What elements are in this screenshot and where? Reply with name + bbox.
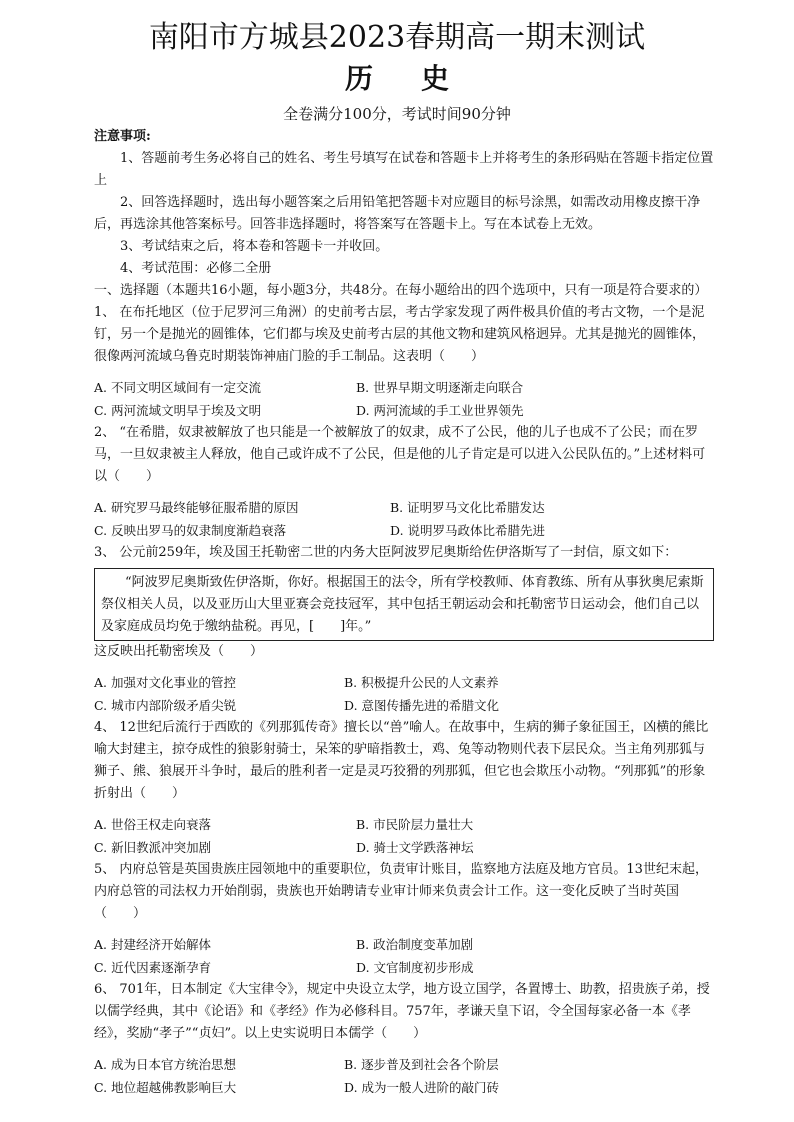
notes-heading: 注意事项: — [94, 129, 151, 144]
section-intro: 一、选择题（本题共16小题，每小题3分，共48分。在每小题给出的四个选项中，只有一项是符合要求的） — [94, 283, 708, 298]
option-d: D. 意图传播先进的希腊文化 — [344, 698, 500, 713]
option-a: A. 世俗王权走向衰落 — [94, 817, 211, 832]
question-options — [94, 1053, 714, 1099]
note-item: 3、考试结束之后，将本卷和答题卡一并收回。 — [120, 239, 389, 254]
question-stem: 2、 “在希腊，奴隶被解放了也只能是一个被解放了的奴隶，成不了公民，他的儿子也成不了公民；而在罗马，一旦奴隶被主人释放，他自己或许成不了公民，但是他的儿子肯定是可以进入公民队伍的。”上述材料可以（ ） — [94, 425, 706, 484]
option-d: D. 骑士文学跌落神坛 — [356, 840, 474, 855]
question-options — [94, 671, 714, 717]
option-a: A. 不同文明区域间有一定交流 — [94, 380, 261, 395]
option-a: A. 封建经济开始解体 — [94, 937, 211, 952]
option-c: C. 地位超越佛教影响巨大 — [94, 1080, 237, 1095]
quoted-letter-box: “阿波罗尼奥斯致佐伊洛斯，你好。根据国王的法令，所有学校教师、体育教练、所有从事狄奥尼索斯祭仪相关人员，以及亚历山大里亚赛会竞技冠军，其中包括王朝运动会和托勒密节日运动会，他们自己以及家庭成员均免于缴纳盐税。再见，[ ]年。” — [94, 568, 714, 641]
option-b: B. 逐步普及到社会各个阶层 — [344, 1057, 499, 1072]
question-options — [94, 813, 714, 859]
note-item: 4、考试范围：必修二全册 — [120, 261, 272, 276]
option-c: C. 近代因素逐渐孕育 — [94, 960, 212, 975]
question-stem: 4、 12世纪后流行于西欧的《列那狐传奇》擅长以“兽”喻人。在故事中，生病的狮子象征国王，凶横的熊比喻大封建主，掠夺成性的狼影射骑士，呆笨的驴暗指教士，鸡、兔等动物则代表下层民众。当主角列那狐与狮子、熊、狼展开斗争时，最后的胜利者一定是灵巧狡猾的列那狐，但它也会欺压小动物。“列那狐”的形象折射出（ ） — [94, 720, 709, 801]
question-options — [94, 376, 714, 422]
score-time-line: 全卷满分100分，考试时间90分钟 — [283, 105, 511, 123]
option-c: C. 反映出罗马的奴隶制度渐趋衰落 — [94, 523, 287, 538]
exam-title: 南阳市方城县2023春期高一期末测试 — [148, 20, 646, 55]
option-c: C. 新旧教派冲突加剧 — [94, 840, 212, 855]
option-c: C. 城市内部阶级矛盾尖锐 — [94, 698, 237, 713]
question-options — [94, 933, 714, 979]
question-options — [94, 496, 714, 542]
option-d: D. 说明罗马政体比希腊先进 — [390, 523, 546, 538]
subject-heading — [0, 60, 794, 98]
question-stem: 5、 内府总管是英国贵族庄园领地中的重要职位，负责审计账目，监察地方法庭及地方官员。13世纪末起，内府总管的司法权力开始削弱，贵族也开始聘请专业审计师来负责会计工作。这一变化反映了当时英国（ ） — [94, 862, 708, 921]
option-b: B. 政治制度变革加剧 — [356, 937, 474, 952]
option-b: B. 证明罗马文化比希腊发达 — [390, 500, 545, 515]
option-a: A. 加强对文化事业的管控 — [94, 675, 236, 690]
option-c: C. 两河流域文明早于埃及文明 — [94, 403, 262, 418]
question-stem: 1、 在布托地区（位于尼罗河三角洲）的史前考古层，考古学家发现了两件极具价值的考古文物，一个是泥钉，另一个是抛光的圆锥体，它们都与埃及史前考古层的其他文物和建筑风格迥异。尤其是抛光的圆锥体，很像两河流域乌鲁克时期装饰神庙门脸的手工制品。这表明（ ） — [94, 305, 706, 364]
option-a: A. 成为日本官方统治思想 — [94, 1057, 236, 1072]
option-d: D. 两河流域的手工业世界领先 — [356, 403, 524, 418]
exam-content — [94, 126, 714, 1099]
question-stem: 3、 公元前259年，埃及国王托勒密二世的内务大臣阿波罗尼奥斯给佐伊洛斯写了一封信，原文如下： — [94, 545, 678, 560]
option-d: D. 成为一般人进阶的敲门砖 — [344, 1080, 500, 1095]
option-b: B. 积极提升公民的人文素养 — [344, 675, 499, 690]
note-item: 1、答题前考生务必将自己的姓名、考生号填写在试卷和答题卡上并将考生的条形码贴在答题卡指定位置上 — [94, 151, 714, 188]
option-b: B. 市民阶层力量壮大 — [356, 817, 474, 832]
note-item: 2、回答选择题时，选出每小题答案之后用铅笔把答题卡对应题目的标号涂黑，如需改动用橡皮擦干净后，再选涂其他答案标号。回答非选择题时，将答案写在答题卡上。写在本试卷上无效。 — [94, 195, 701, 232]
subject-char-1: 历 — [344, 62, 373, 95]
question-followup: 这反映出托勒密埃及（ ） — [94, 644, 264, 659]
subject-char-2: 史 — [421, 62, 450, 95]
option-b: B. 世界早期文明逐渐走向联合 — [356, 380, 524, 395]
option-d: D. 文官制度初步形成 — [356, 960, 474, 975]
question-stem: 6、 701年，日本制定《大宝律令》，规定中央设立太学，地方设立国学，各置博士、助教，招贵族子弟，授以儒学经典，其中《论语》和《孝经》作为必修科目。757年，孝谦天皇下诏，令全国每家必备一本《孝经》，奖励“孝子”“贞妇”。以上史实说明日本儒学（ ） — [94, 982, 710, 1041]
option-a: A. 研究罗马最终能够征服希腊的原因 — [94, 500, 299, 515]
